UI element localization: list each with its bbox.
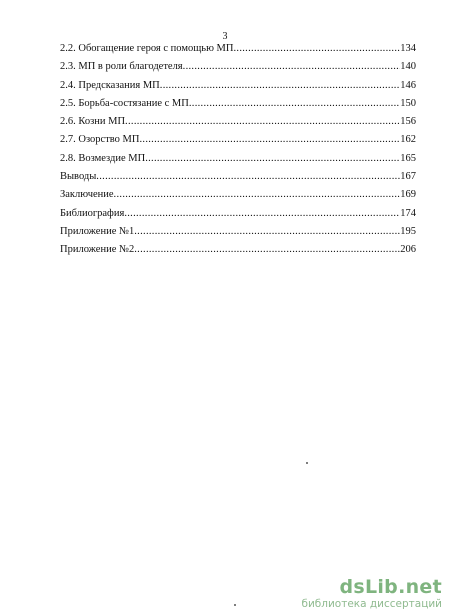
- toc-entry-title: 2.2. Обогащение героя с помощью МП: [60, 43, 234, 54]
- toc-entry-title: 2.3. МП в роли благодетеля: [60, 61, 183, 73]
- toc-entry: [60, 225, 416, 243]
- toc-entry: [60, 170, 416, 188]
- toc-entry-page: 134: [400, 43, 416, 54]
- toc-entry-page: 167: [400, 171, 416, 183]
- toc-entry-page: 174: [400, 207, 416, 219]
- toc-entry-page: 165: [400, 152, 416, 164]
- toc-entry-page: 146: [400, 79, 416, 91]
- toc-entry-page: 156: [400, 116, 416, 128]
- toc-entry-title: Приложение №1: [60, 225, 135, 237]
- toc-entry: [60, 133, 416, 151]
- toc-leader-dots: [134, 225, 400, 239]
- toc-leader-dots: [96, 170, 400, 184]
- watermark-logo: dsLib.net: [339, 576, 442, 598]
- toc-entry: [60, 42, 416, 60]
- watermark-caption: библиотека диссертаций: [301, 598, 442, 610]
- toc-entry-page: 162: [400, 134, 416, 146]
- toc-entry-page: 150: [400, 97, 416, 109]
- toc-entry: [60, 243, 416, 261]
- toc-entry-title: 2.6. Козни МП: [60, 116, 126, 128]
- toc-entry-title: 2.4. Предсказания МП: [60, 79, 160, 91]
- toc-leader-dots: [124, 207, 400, 221]
- toc-entry-title: Приложение №2: [60, 244, 135, 256]
- toc-entry-title: Библиография: [60, 207, 125, 219]
- toc-entry: [60, 188, 416, 206]
- toc-entry: [60, 79, 416, 97]
- toc-leader-dots: [183, 60, 401, 74]
- toc-entry: [60, 152, 416, 170]
- watermark: [292, 576, 442, 611]
- toc-entry-page: 140: [400, 61, 416, 73]
- page-number: 3: [222, 31, 228, 42]
- toc-leader-dots: [160, 79, 400, 93]
- toc-entry-page: 206: [400, 244, 416, 256]
- toc-leader-dots: [134, 243, 400, 257]
- toc-entry: [60, 115, 416, 133]
- toc-entry-title: 2.8. Возмездие МП: [60, 152, 146, 164]
- toc-leader-dots: [189, 97, 400, 111]
- table-of-contents: [60, 42, 416, 262]
- scan-speck: [306, 462, 308, 464]
- scan-speck: [234, 604, 236, 606]
- toc-entry: [60, 207, 416, 225]
- toc-entry-title: 2.7. Озорство МП: [60, 134, 140, 146]
- toc-entry-title: Выводы: [60, 171, 97, 183]
- toc-entry: [60, 60, 416, 78]
- toc-leader-dots: [233, 42, 400, 56]
- toc-leader-dots: [114, 188, 401, 202]
- toc-entry: [60, 97, 416, 115]
- toc-entry-page: 195: [400, 225, 416, 237]
- toc-leader-dots: [145, 152, 400, 166]
- toc-leader-dots: [139, 133, 400, 147]
- toc-entry-page: 169: [400, 189, 416, 201]
- toc-entry-title: Заключение: [60, 189, 114, 201]
- toc-leader-dots: [125, 115, 400, 129]
- toc-entry-title: 2.5. Борьба-состязание с МП: [60, 97, 189, 109]
